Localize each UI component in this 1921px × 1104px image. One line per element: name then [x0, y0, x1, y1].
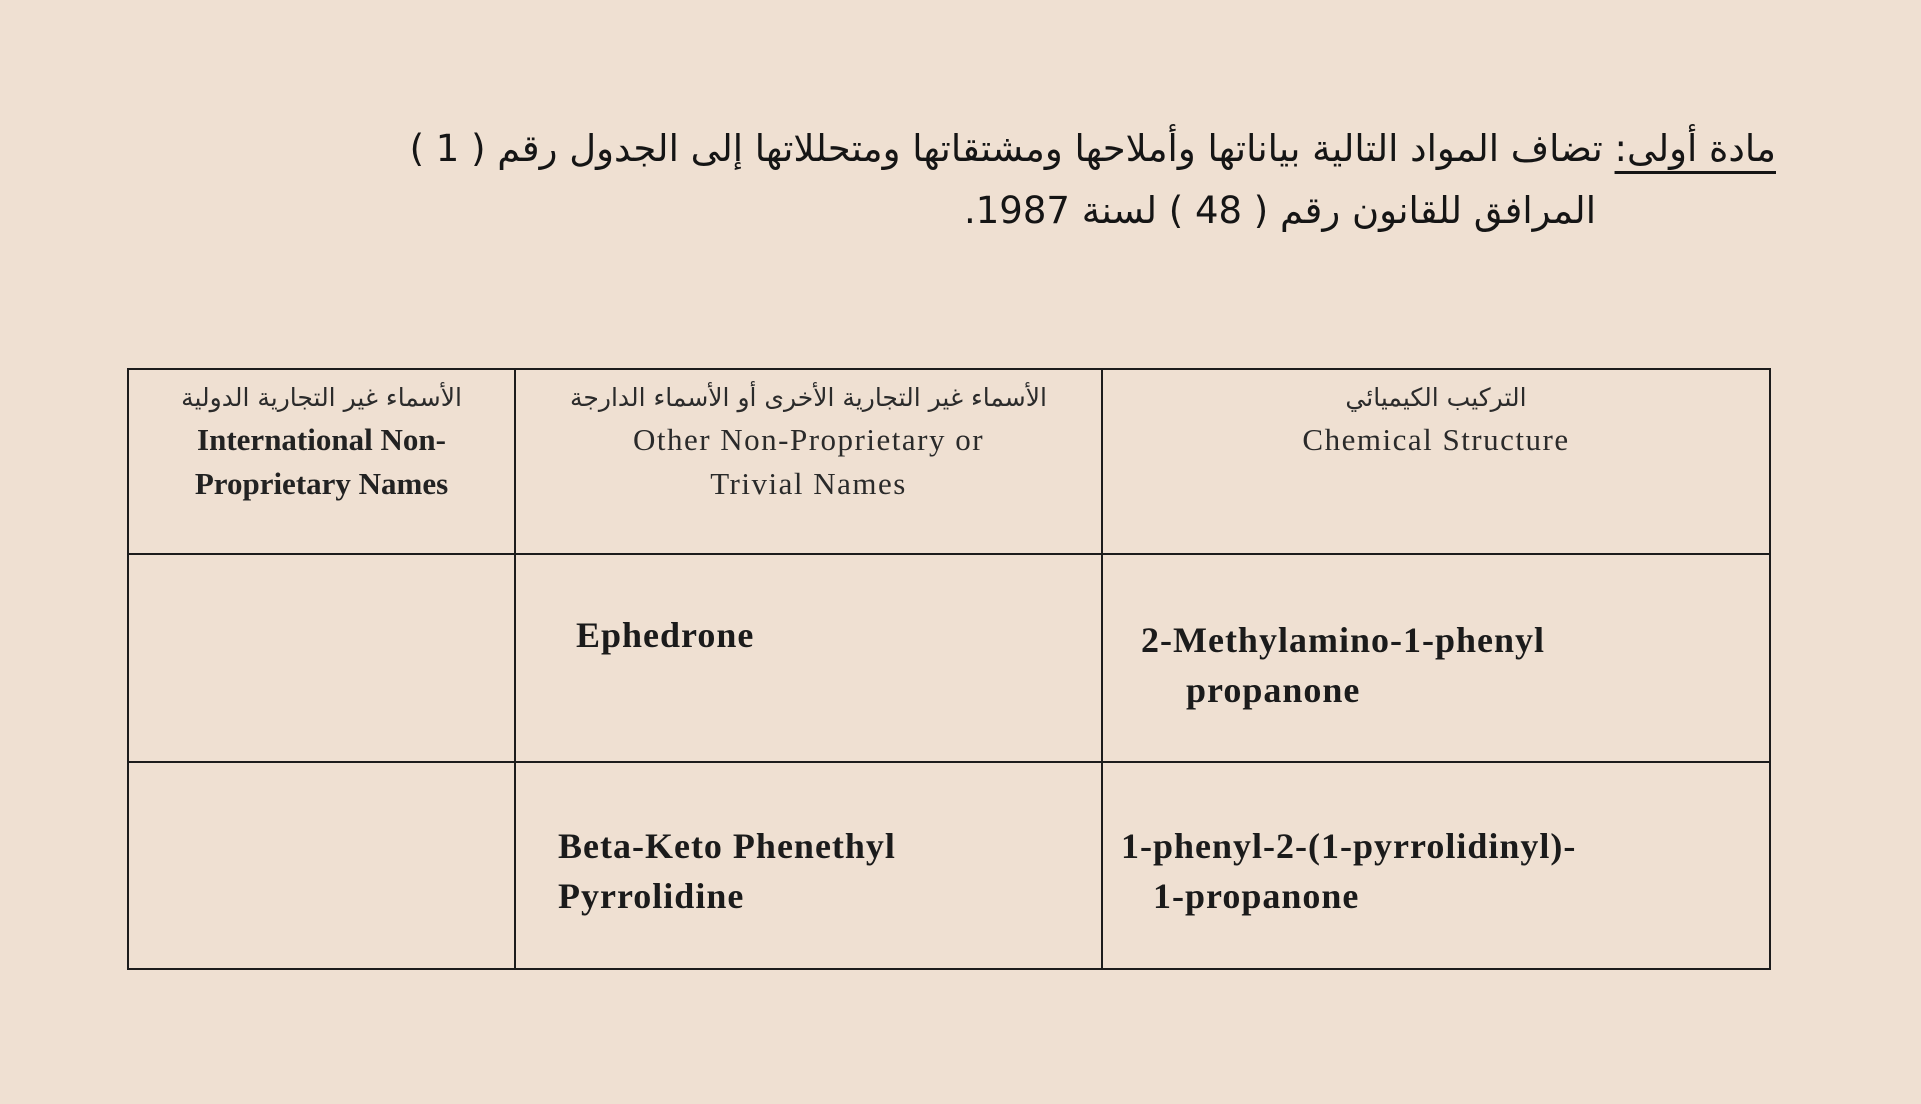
- header-structure: [1102, 369, 1770, 554]
- header-structure-ar: التركيب الكيميائي: [1345, 383, 1527, 412]
- article-line-2: المرافق للقانون رقم ( 48 ) لسنة 1987.: [964, 189, 1596, 232]
- row2-structure-cell: [1102, 762, 1770, 969]
- row2-structure-line-1: 1-phenyl-2-(1-pyrrolidinyl)-: [1121, 826, 1577, 866]
- article-text: [216, 118, 1776, 242]
- table-header-row: [128, 369, 1770, 554]
- row1-structure-line-2: propanone: [1186, 670, 1361, 710]
- table-row: [128, 554, 1770, 762]
- header-inn: [128, 369, 515, 554]
- article-label: مادة أولى:: [1614, 127, 1776, 170]
- substances-table: [127, 368, 1771, 970]
- header-trivial-en-1: Other Non-Proprietary or: [632, 422, 985, 457]
- row1-structure-line-1: 2-Methylamino-1-phenyl: [1141, 620, 1545, 660]
- row2-structure-line-2: 1-propanone: [1153, 876, 1360, 916]
- row2-inn-cell: [128, 762, 515, 969]
- row2-structure: [1103, 763, 1769, 921]
- table-row: [128, 762, 1770, 969]
- header-trivial-ar: الأسماء غير التجارية الأخرى أو الأسماء الدارجة: [570, 383, 1047, 412]
- header-trivial: [515, 369, 1102, 554]
- row1-inn-cell: [128, 554, 515, 762]
- row1-structure-cell: [1102, 554, 1770, 762]
- article-line-1-text: تضاف المواد التالية بياناتها وأملاحها ومشتقاتها ومتحللاتها إلى الجدول رقم ( 1 ): [409, 127, 1603, 170]
- row2-trivial-cell: [515, 762, 1102, 969]
- header-inn-en-1: International Non-: [197, 422, 446, 457]
- article-line-1: [216, 118, 1776, 180]
- header-structure-en: Chemical Structure: [1302, 422, 1570, 457]
- row1-trivial-cell: [515, 554, 1102, 762]
- row2-trivial: [516, 763, 1101, 921]
- row2-trivial-line-2: Pyrrolidine: [558, 876, 745, 916]
- row2-trivial-line-1: Beta-Keto Phenethyl: [558, 826, 896, 866]
- header-inn-ar: الأسماء غير التجارية الدولية: [181, 383, 462, 412]
- header-inn-en-2: Proprietary Names: [194, 466, 449, 501]
- header-trivial-en-2: Trivial Names: [710, 466, 907, 501]
- row1-structure: [1103, 555, 1769, 715]
- row1-trivial: Ephedrone: [576, 615, 755, 655]
